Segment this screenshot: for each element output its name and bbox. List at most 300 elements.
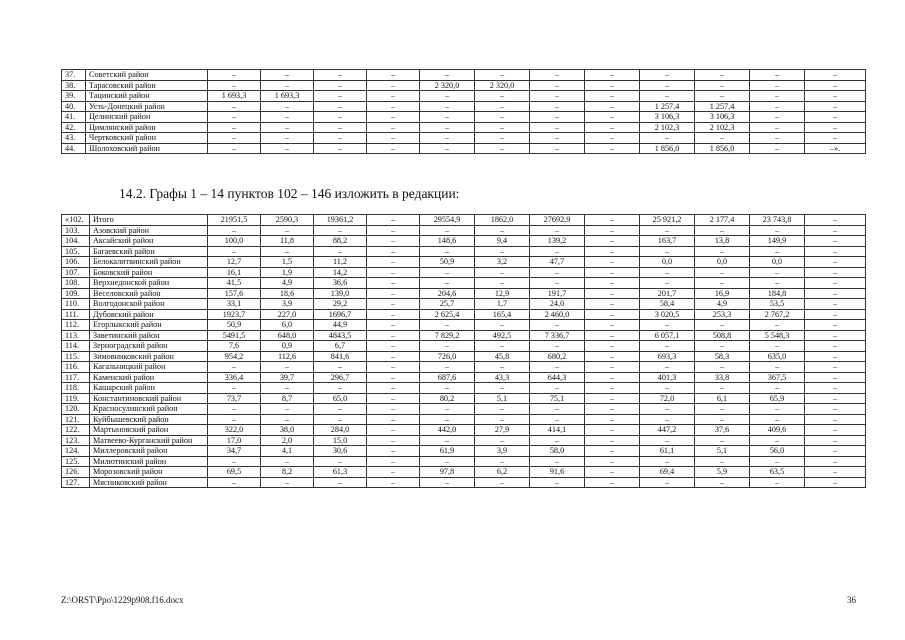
value-cell: 409,6: [750, 425, 805, 436]
value-cell: –: [367, 351, 420, 362]
value-cell: –: [805, 341, 866, 352]
value-cell: 227,0: [261, 309, 314, 320]
value-cell: –: [695, 456, 750, 467]
table-row: [62, 320, 866, 331]
table-row: [62, 91, 866, 102]
value-cell: –: [585, 299, 640, 310]
value-cell: 687,6: [420, 372, 475, 383]
district-name: Веселовский район: [90, 288, 208, 299]
value-cell: 7,6: [208, 341, 261, 352]
value-cell: –: [420, 362, 475, 373]
district-name: Куйбышевский район: [90, 414, 208, 425]
value-cell: –: [475, 383, 530, 394]
value-cell: –: [367, 467, 420, 478]
value-cell: 45,8: [475, 351, 530, 362]
value-cell: 3 106,3: [695, 112, 750, 123]
value-cell: 1 693,3: [208, 91, 261, 102]
value-cell: 80,2: [420, 393, 475, 404]
table-row: [62, 467, 866, 478]
value-cell: 508,8: [695, 330, 750, 341]
value-cell: 11,2: [314, 257, 367, 268]
value-cell: 1,5: [261, 257, 314, 268]
value-cell: –: [640, 404, 695, 415]
value-cell: 88,2: [314, 236, 367, 247]
value-cell: –: [367, 122, 420, 133]
value-cell: –: [475, 477, 530, 488]
row-number: 105.: [62, 246, 90, 257]
value-cell: –: [805, 70, 866, 81]
value-cell: 149,9: [750, 236, 805, 247]
value-cell: –: [585, 467, 640, 478]
row-number: 125.: [62, 456, 90, 467]
value-cell: –: [805, 225, 866, 236]
value-cell: –: [695, 246, 750, 257]
table-row: [62, 112, 866, 123]
value-cell: 6,0: [261, 320, 314, 331]
value-cell: –: [420, 383, 475, 394]
value-cell: 5 548,3: [750, 330, 805, 341]
value-cell: –: [530, 477, 585, 488]
value-cell: –: [420, 112, 475, 123]
value-cell: –: [314, 456, 367, 467]
value-cell: –: [750, 435, 805, 446]
value-cell: –: [695, 225, 750, 236]
value-cell: 635,0: [750, 351, 805, 362]
table-row: [62, 414, 866, 425]
value-cell: –: [805, 133, 866, 144]
value-cell: –: [475, 246, 530, 257]
value-cell: 648,0: [261, 330, 314, 341]
value-cell: –: [805, 456, 866, 467]
value-cell: –: [208, 101, 261, 112]
value-cell: –: [585, 330, 640, 341]
district-name: Итого: [90, 215, 208, 226]
district-name: Морозовский район: [90, 467, 208, 478]
value-cell: –: [585, 278, 640, 289]
value-cell: –: [420, 91, 475, 102]
table-row: [62, 225, 866, 236]
value-cell: –: [367, 341, 420, 352]
row-number: 118.: [62, 383, 90, 394]
value-cell: 3,2: [475, 257, 530, 268]
value-cell: –: [750, 320, 805, 331]
value-cell: –: [367, 446, 420, 457]
value-cell: –: [261, 362, 314, 373]
value-cell: –: [640, 91, 695, 102]
value-cell: 693,3: [640, 351, 695, 362]
value-cell: –: [530, 122, 585, 133]
value-cell: 139,2: [530, 236, 585, 247]
value-cell: 2 177,4: [695, 215, 750, 226]
value-cell: 50,9: [420, 257, 475, 268]
value-cell: –: [261, 80, 314, 91]
value-cell: –: [475, 112, 530, 123]
district-name: Красносулинский район: [90, 404, 208, 415]
row-number: 42.: [62, 122, 86, 133]
value-cell: –: [640, 362, 695, 373]
value-cell: 1923,7: [208, 309, 261, 320]
value-cell: 61,1: [640, 446, 695, 457]
value-cell: –: [314, 133, 367, 144]
value-cell: –: [420, 414, 475, 425]
value-cell: –: [530, 414, 585, 425]
value-cell: –: [261, 101, 314, 112]
value-cell: 0,0: [695, 257, 750, 268]
row-number: 103.: [62, 225, 90, 236]
value-cell: –: [750, 122, 805, 133]
value-cell: –: [640, 267, 695, 278]
value-cell: –: [640, 70, 695, 81]
value-cell: 401,3: [640, 372, 695, 383]
district-name: Верхнедонской район: [90, 278, 208, 289]
value-cell: –: [367, 80, 420, 91]
value-cell: 165,4: [475, 309, 530, 320]
value-cell: 65,0: [314, 393, 367, 404]
value-cell: –: [640, 133, 695, 144]
table-row: [62, 435, 866, 446]
value-cell: –: [805, 351, 866, 362]
page-number: 36: [847, 595, 856, 605]
value-cell: –: [208, 414, 261, 425]
value-cell: –: [530, 225, 585, 236]
value-cell: 11,8: [261, 236, 314, 247]
value-cell: –: [208, 112, 261, 123]
value-cell: –: [530, 70, 585, 81]
row-number: 113.: [62, 330, 90, 341]
value-cell: 184,8: [750, 288, 805, 299]
value-cell: –: [695, 383, 750, 394]
value-cell: 1862,0: [475, 215, 530, 226]
value-cell: –: [208, 133, 261, 144]
table-row: [62, 278, 866, 289]
value-cell: 2 767,2: [750, 309, 805, 320]
value-cell: –: [585, 477, 640, 488]
value-cell: –: [750, 383, 805, 394]
district-name: Волгодонской район: [90, 299, 208, 310]
value-cell: –: [750, 143, 805, 154]
value-cell: –: [805, 257, 866, 268]
value-cell: –: [585, 425, 640, 436]
value-cell: –: [530, 267, 585, 278]
value-cell: –: [530, 80, 585, 91]
value-cell: –: [420, 101, 475, 112]
value-cell: –: [367, 477, 420, 488]
value-cell: –: [367, 112, 420, 123]
value-cell: –: [420, 404, 475, 415]
value-cell: –: [750, 404, 805, 415]
value-cell: –: [475, 435, 530, 446]
value-cell: 6,1: [695, 393, 750, 404]
value-cell: 5,1: [475, 393, 530, 404]
row-number: 112.: [62, 320, 90, 331]
value-cell: –: [585, 456, 640, 467]
value-cell: 7 829,2: [420, 330, 475, 341]
value-cell: –: [585, 225, 640, 236]
value-cell: 19361,2: [314, 215, 367, 226]
value-cell: –: [314, 225, 367, 236]
value-cell: –: [805, 320, 866, 331]
district-name: Каменский район: [90, 372, 208, 383]
table-row: [62, 330, 866, 341]
value-cell: 1 693,3: [261, 91, 314, 102]
value-cell: 27,9: [475, 425, 530, 436]
value-cell: –: [640, 341, 695, 352]
value-cell: 2 320,0: [475, 80, 530, 91]
row-number: 41.: [62, 112, 86, 123]
table-row: [62, 351, 866, 362]
value-cell: –: [585, 320, 640, 331]
value-cell: 56,0: [750, 446, 805, 457]
value-cell: –: [695, 278, 750, 289]
value-cell: –: [420, 143, 475, 154]
value-cell: –: [640, 246, 695, 257]
value-cell: 72,0: [640, 393, 695, 404]
value-cell: –: [367, 299, 420, 310]
value-cell: –: [805, 362, 866, 373]
value-cell: 4,9: [261, 278, 314, 289]
value-cell: 492,5: [475, 330, 530, 341]
value-cell: –: [367, 236, 420, 247]
value-cell: –: [805, 330, 866, 341]
value-cell: –: [367, 257, 420, 268]
district-name: Мясниковский район: [90, 477, 208, 488]
district-name: Азовский район: [90, 225, 208, 236]
value-cell: 1 257,4: [640, 101, 695, 112]
value-cell: –: [420, 133, 475, 144]
value-cell: –: [314, 101, 367, 112]
value-cell: 14,2: [314, 267, 367, 278]
value-cell: –: [208, 477, 261, 488]
value-cell: –: [805, 122, 866, 133]
value-cell: 6,2: [475, 467, 530, 478]
value-cell: 201,7: [640, 288, 695, 299]
value-cell: –: [750, 414, 805, 425]
value-cell: –: [420, 456, 475, 467]
value-cell: –: [475, 122, 530, 133]
value-cell: –: [585, 246, 640, 257]
district-name: Зимовниковский район: [90, 351, 208, 362]
table-row: [62, 80, 866, 91]
value-cell: –: [640, 383, 695, 394]
value-cell: –: [695, 91, 750, 102]
value-cell: –: [261, 112, 314, 123]
value-cell: –: [420, 341, 475, 352]
value-cell: –: [367, 91, 420, 102]
value-cell: 50,9: [208, 320, 261, 331]
value-cell: –: [261, 246, 314, 257]
value-cell: 367,5: [750, 372, 805, 383]
value-cell: 29554,9: [420, 215, 475, 226]
value-cell: –: [750, 91, 805, 102]
district-name: Целинский район: [86, 112, 208, 123]
value-cell: –: [805, 101, 866, 112]
table-row: [62, 372, 866, 383]
value-cell: 139,0: [314, 288, 367, 299]
district-name: Егорлыкский район: [90, 320, 208, 331]
table-row: [62, 101, 866, 112]
district-name: Советский район: [86, 70, 208, 81]
value-cell: –: [640, 477, 695, 488]
value-cell: 63,5: [750, 467, 805, 478]
row-number: 39.: [62, 91, 86, 102]
row-number: 37.: [62, 70, 86, 81]
value-cell: –: [750, 362, 805, 373]
value-cell: 23 743,8: [750, 215, 805, 226]
value-cell: –: [585, 372, 640, 383]
value-cell: –: [367, 225, 420, 236]
value-cell: –: [261, 143, 314, 154]
value-cell: –: [530, 143, 585, 154]
value-cell: 2 460,0: [530, 309, 585, 320]
row-number: 43.: [62, 133, 86, 144]
value-cell: 253,3: [695, 309, 750, 320]
district-name: Константиновский район: [90, 393, 208, 404]
value-cell: –: [530, 246, 585, 257]
value-cell: 3,9: [475, 446, 530, 457]
value-cell: –: [367, 414, 420, 425]
value-cell: –: [475, 404, 530, 415]
value-cell: –: [585, 133, 640, 144]
table-row: [62, 404, 866, 415]
value-cell: –: [420, 267, 475, 278]
value-cell: 58,4: [640, 299, 695, 310]
value-cell: –: [261, 225, 314, 236]
district-name: Цимлянский район: [86, 122, 208, 133]
table-row: [62, 362, 866, 373]
value-cell: 1,7: [475, 299, 530, 310]
value-cell: –: [585, 341, 640, 352]
value-cell: –: [208, 456, 261, 467]
value-cell: –: [367, 215, 420, 226]
value-cell: 8,2: [261, 467, 314, 478]
value-cell: –: [475, 70, 530, 81]
row-number: 127.: [62, 477, 90, 488]
value-cell: –: [805, 435, 866, 446]
value-cell: –: [367, 435, 420, 446]
value-cell: 69,4: [640, 467, 695, 478]
value-cell: –: [805, 446, 866, 457]
value-cell: –: [261, 122, 314, 133]
district-name: Зерноградский район: [90, 341, 208, 352]
main-table: [61, 214, 866, 488]
value-cell: –: [585, 351, 640, 362]
row-number: 40.: [62, 101, 86, 112]
row-number: 117.: [62, 372, 90, 383]
table-row: [62, 143, 866, 154]
value-cell: 25 921,2: [640, 215, 695, 226]
value-cell: –: [750, 477, 805, 488]
value-cell: 1 856,0: [640, 143, 695, 154]
row-number: 126.: [62, 467, 90, 478]
top-table-body: [62, 70, 866, 154]
value-cell: –: [367, 101, 420, 112]
value-cell: –: [367, 372, 420, 383]
value-cell: –: [530, 112, 585, 123]
row-number: 108.: [62, 278, 90, 289]
value-cell: 91,6: [530, 467, 585, 478]
value-cell: –: [367, 320, 420, 331]
table-row: [62, 456, 866, 467]
value-cell: 954,2: [208, 351, 261, 362]
value-cell: 97,8: [420, 467, 475, 478]
value-cell: –: [750, 112, 805, 123]
value-cell: 41,5: [208, 278, 261, 289]
row-number: 121.: [62, 414, 90, 425]
value-cell: 4,9: [695, 299, 750, 310]
value-cell: –: [805, 467, 866, 478]
table-row: [62, 236, 866, 247]
value-cell: –: [261, 133, 314, 144]
district-name: Миллеровский район: [90, 446, 208, 457]
row-number: 114.: [62, 341, 90, 352]
value-cell: 1696,7: [314, 309, 367, 320]
value-cell: –: [585, 288, 640, 299]
value-cell: 37,6: [695, 425, 750, 436]
value-cell: 680,2: [530, 351, 585, 362]
value-cell: –: [314, 246, 367, 257]
value-cell: –: [420, 435, 475, 446]
value-cell: –: [314, 383, 367, 394]
row-number: 120.: [62, 404, 90, 415]
value-cell: –: [314, 91, 367, 102]
value-cell: 75,1: [530, 393, 585, 404]
value-cell: 39,7: [261, 372, 314, 383]
value-cell: –: [585, 122, 640, 133]
section-heading: 14.2. Графы 1 – 14 пунктов 102 – 146 изложить в редакции:: [119, 186, 460, 201]
value-cell: –: [695, 435, 750, 446]
value-cell: –: [805, 299, 866, 310]
value-cell: –: [367, 404, 420, 415]
value-cell: –: [367, 70, 420, 81]
value-cell: –: [750, 456, 805, 467]
value-cell: –: [585, 101, 640, 112]
table-row: [62, 383, 866, 394]
value-cell: –: [420, 246, 475, 257]
value-cell: 442,0: [420, 425, 475, 436]
value-cell: –: [805, 288, 866, 299]
value-cell: 65,9: [750, 393, 805, 404]
value-cell: –: [367, 393, 420, 404]
district-name: Тацинский район: [86, 91, 208, 102]
value-cell: –: [640, 80, 695, 91]
row-number: 110.: [62, 299, 90, 310]
value-cell: 1,9: [261, 267, 314, 278]
value-cell: 100,0: [208, 236, 261, 247]
value-cell: –: [805, 477, 866, 488]
value-cell: 2 102,3: [640, 122, 695, 133]
table-row: [62, 246, 866, 257]
value-cell: –: [475, 414, 530, 425]
district-name: Багаевский район: [90, 246, 208, 257]
table-row: [62, 299, 866, 310]
value-cell: 163,7: [640, 236, 695, 247]
value-cell: –: [261, 477, 314, 488]
district-name: Чертковский район: [86, 133, 208, 144]
value-cell: –: [750, 101, 805, 112]
value-cell: 447,2: [640, 425, 695, 436]
district-name: Аксайский район: [90, 236, 208, 247]
table-row: [62, 122, 866, 133]
value-cell: –: [585, 143, 640, 154]
value-cell: 3 106,3: [640, 112, 695, 123]
value-cell: –: [208, 246, 261, 257]
value-cell: –: [475, 278, 530, 289]
value-cell: –: [585, 404, 640, 415]
table-row: [62, 446, 866, 457]
value-cell: –: [475, 91, 530, 102]
value-cell: 61,3: [314, 467, 367, 478]
value-cell: 2590,3: [261, 215, 314, 226]
